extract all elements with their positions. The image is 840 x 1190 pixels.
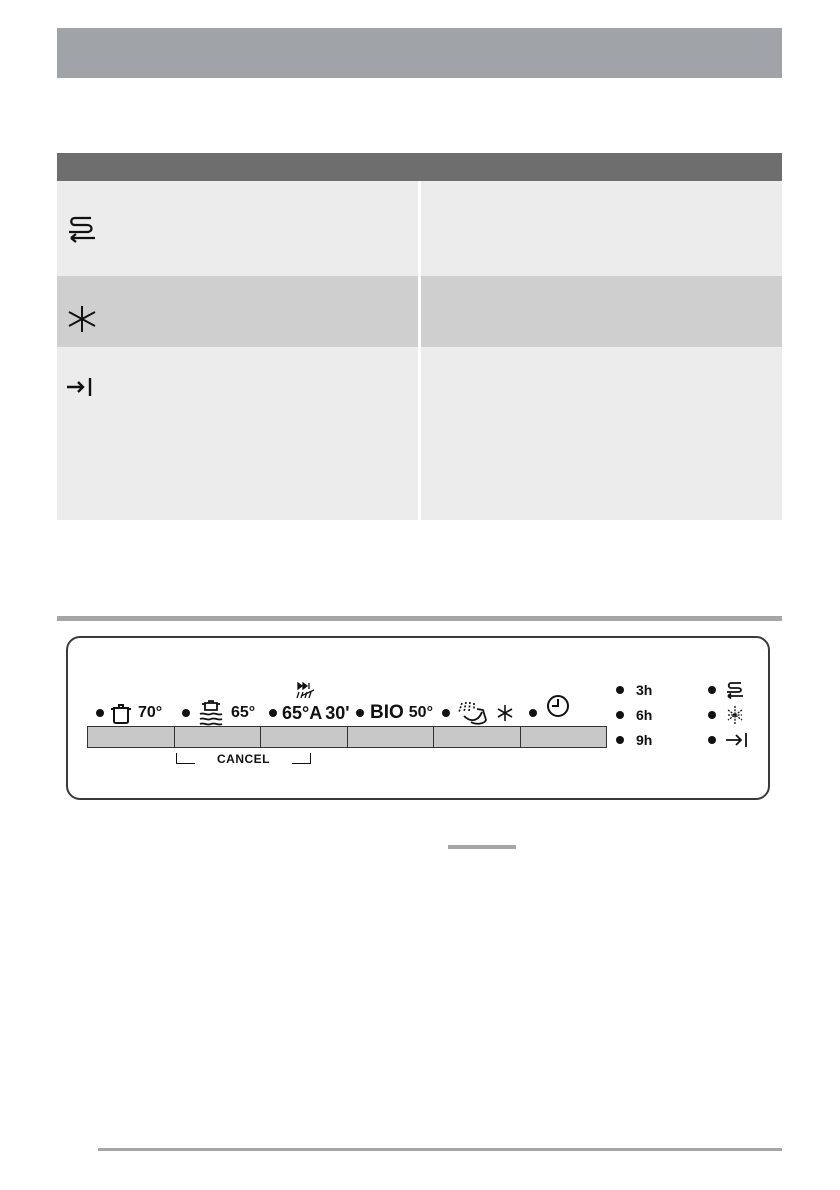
program-led: [442, 709, 450, 717]
table-row: [57, 181, 782, 276]
timer-3h: [616, 680, 652, 700]
program-mode: A: [309, 702, 323, 723]
indicator-table: [57, 153, 782, 520]
program-led: [269, 709, 277, 717]
rinse-hand-icon: [456, 700, 490, 726]
program-temp: 65°: [282, 702, 310, 723]
control-panel: [66, 636, 770, 800]
timer-label: 9h: [636, 732, 653, 748]
header-bar: [57, 28, 782, 78]
cancel-label: CANCEL: [217, 752, 270, 766]
program-button-5[interactable]: [434, 727, 521, 747]
program-led: [182, 709, 190, 717]
program-rinse: [442, 700, 514, 726]
program-button-6[interactable]: [521, 727, 607, 747]
timer-led: [616, 736, 624, 744]
timer-label: 6h: [636, 707, 653, 723]
program-normal: [182, 700, 255, 726]
salt-icon: [725, 705, 745, 725]
status-end: [708, 730, 749, 750]
timer-led: [616, 711, 624, 719]
program-button-3[interactable]: [261, 727, 348, 747]
program-time: 30': [325, 702, 350, 723]
program-led: [529, 709, 537, 717]
program-delay: [529, 700, 570, 726]
timer-6h: [616, 705, 652, 725]
clock-icon: [546, 694, 570, 718]
pot-icon: [110, 701, 132, 725]
program-temp: 50°: [408, 704, 433, 721]
program-bio: [356, 700, 433, 726]
end-icon: [725, 731, 749, 749]
table-row: [57, 276, 782, 347]
program-led: [356, 709, 364, 717]
status-led: [708, 711, 716, 719]
rinse-aid-icon: [725, 681, 745, 699]
program-buttons: [87, 726, 607, 748]
program-button-2[interactable]: [175, 727, 262, 747]
timer-9h: [616, 730, 652, 750]
section-divider: [57, 616, 782, 621]
program-label: BIO: [370, 702, 404, 723]
table-row: [57, 347, 782, 520]
program-intensive: [96, 700, 162, 726]
salt-icon: [65, 304, 99, 334]
separator-rule: [448, 845, 516, 849]
program-led: [96, 709, 104, 717]
timer-led: [616, 686, 624, 694]
program-button-4[interactable]: [348, 727, 435, 747]
program-temp: 65°: [231, 704, 256, 721]
status-rinse-aid: [708, 680, 745, 700]
star-icon: [496, 704, 514, 722]
program-button-1[interactable]: [88, 727, 175, 747]
status-led: [708, 736, 716, 744]
rinse-aid-icon: [65, 215, 99, 243]
cancel-bracket: [176, 751, 311, 769]
program-temp: 70°: [138, 704, 163, 721]
end-icon: [65, 375, 99, 399]
footer-rule: [98, 1148, 782, 1151]
status-salt: [708, 705, 745, 725]
table-header: [57, 153, 782, 181]
dishes-icon: [196, 699, 226, 727]
status-led: [708, 686, 716, 694]
timer-label: 3h: [636, 682, 653, 698]
fast-wash-icon: [295, 681, 315, 699]
program-fast: [269, 700, 350, 726]
